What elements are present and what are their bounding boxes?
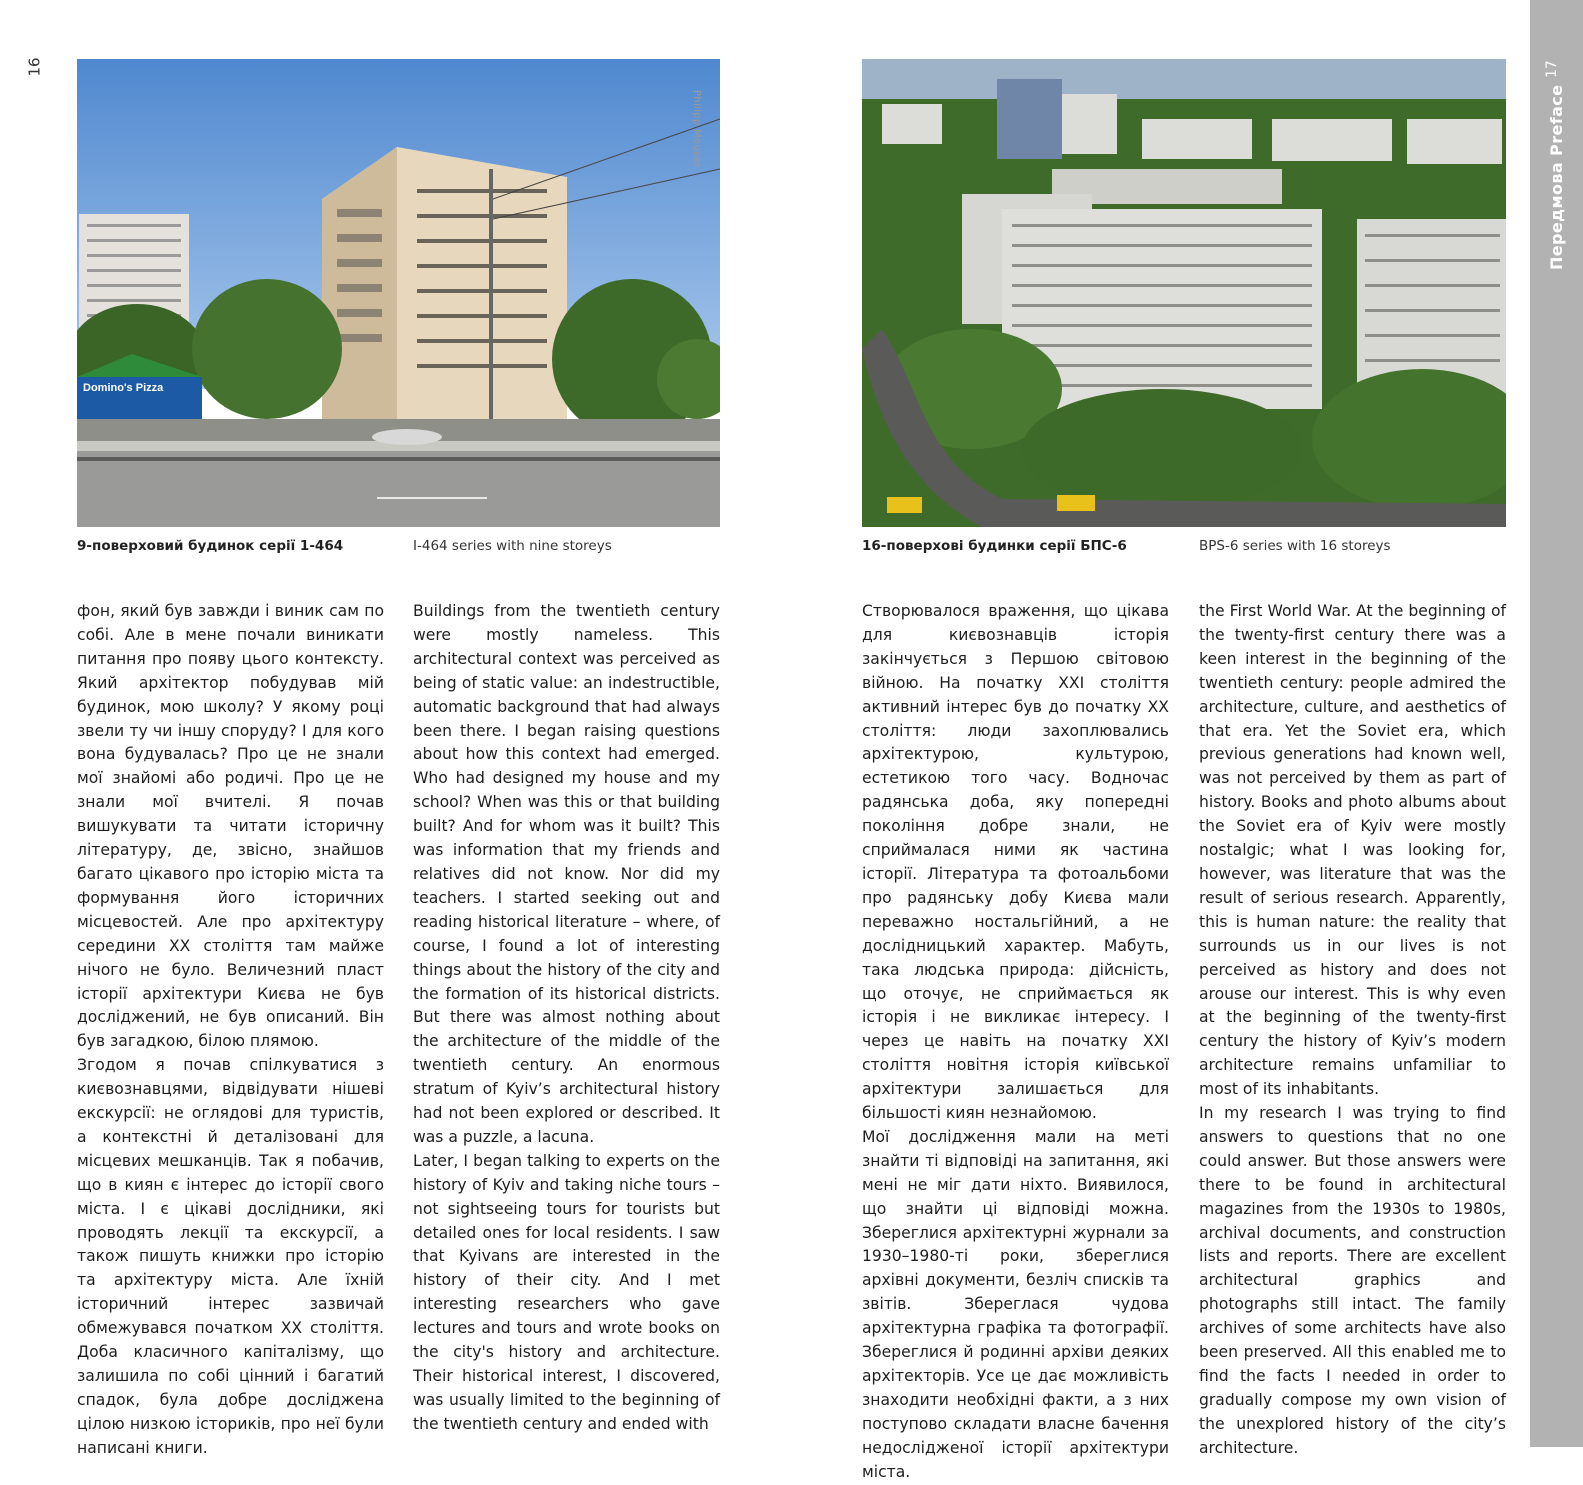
text-column-uk-left (77, 600, 384, 1461)
section-label-uk: Передмова (1547, 161, 1566, 270)
photo-sixteen-storey-blocks (862, 59, 1506, 527)
caption-uk-right: 16-поверхові будинки серії БПС-6 (862, 538, 1127, 554)
paragraph: the First World War. At the beginning of the twenty-first century there was a keen interest in the beginning of the twentieth century: people admired the architecture, culture, and aesthetics of that era. Yet the Soviet era, which previous generations had known well, was not perceived by them as part of history. Books and photo albums about the Soviet era of Kyiv were mostly nostalgic; what I was looking for, however, was literature that was the result of serious research. Apparently, this is human nature: the reality that surrounds us in our lives is not perceived as history and does not arouse our interest. This is why even at the beginning of the twenty-first century the history of Kyiv’s modern architecture remains unfamiliar to most of its inhabitants. (1199, 602, 1506, 1099)
caption-uk-left: 9-поверховий будинок серії 1-464 (77, 538, 344, 554)
photo-credit: Philipp Meuser (691, 90, 702, 168)
paragraph: Створювалося враження, що цікава для києвознавців історія закінчується з Першою світовою війною. На початку XXI століття активний інтерес був до початку XX століття: люди захоплювались архітектурою, культурою, естетикою того часу. Водночас радянська доба, яку попередні покоління добре знали, не сприймалася ними як частина історії. Література та фотоальбоми про радянську добу Києва мали переважно ностальгійний, а не дослідницький характер. Мабуть, така людська природа: дійсність, що оточує, не сприймається як історія і не викликає інтересу. І через це навіть на початку XXI століття новітня історія київської архітектури залишається для більшості киян незнайомою. (862, 602, 1169, 1123)
paragraph: In my research I was trying to find answers to questions that no one could answer. But those answers were there to be found in architectural magazines from the 1930s to 1980s, archival documents, and construction lists and reports. There are excellent architectural graphics and photographs still intact. The family archives of some architects have also been preserved. All this enabled me to find the facts I needed in order to gradually compose my own vision of the unexplored history of the city’s architecture. (1199, 1104, 1506, 1457)
paragraph: Buildings from the twentieth century were mostly nameless. This architectural context was perceived as being of static value: an indestructible, automatic background that had always been there. I began raising questions about how this context had emerged. Who had designed my house and my school? When was this or that building built? And for whom was it built? This was information that my friends and relatives did not know. Nor did my teachers. I started seeking out and reading historical literature – where, of course, I found a lot of interesting things about the history of the city and the formation of its historical districts. But there was almost nothing about the architecture of the middle of the twentieth century. An enormous stratum of Kyiv’s architectural history had not been explored or described. It was a puzzle, a lacuna. (413, 602, 720, 1146)
paragraph: Later, I began talking to experts on the history of Kyiv and taking niche tours – not sightseeing tours for tourists but detailed ones for local residents. I saw that Kyivans are interested in the history of their city. And I met interesting researchers who gave lectures and tours and wrote books on the city's history and architecture. Their historical interest, I discovered, was usually limited to the beginning of the twentieth century and ended with (413, 1151, 720, 1433)
paragraph: Мої дослідження мали на меті знайти ті відповіді на запитання, які мені не міг дати ніхто. Виявилося, що знайти ці відповіді можна. Збереглися архітектурні журнали за 1930–1980-ті роки, збереглися архівні документи, безліч списків та звітів. Збереглася чудова архітектурна графіка та фотографії. Збереглися й родинні архіви деяких архітекторів. Усе це дає можливість знаходити необхідні факти, а з них поступово складати власне бачення недослідженої історії архітектури міста. (862, 1127, 1169, 1481)
page-number-left: 16 (25, 57, 44, 77)
text-column-en-right (1199, 600, 1506, 1461)
section-label-en: Preface (1547, 84, 1566, 156)
paragraph: Згодом я почав спілкуватися з києвознавцями, відвідувати нішеві екскурсії: не оглядові для туристів, а контекстні й деталізовані для місцевих мешканців. Так я побачив, що в киян є інтерес до історії свого міста. І є цікаві дослідники, які проводять лекції та екскурсії, а також пишуть книжки про історію та архітектуру міста. Але їхній історичний інтерес зазвичай обмежувався початком XX століття. Доба класичного капіталізму, що залишила по собі цінний і багатий спадок, була добре досліджена цілою низкою істориків, про неї були написані книги. (77, 1056, 384, 1457)
photo-nine-storey-building (77, 59, 720, 527)
section-label (1547, 79, 1566, 270)
text-column-uk-right (862, 600, 1169, 1485)
paragraph: фон, який був завжди і виник сам по собі. Але в мене почали виникати питання про появу цього контексту. Який архітектор побудував мій будинок, мою школу? У якому році звели ту чи іншу споруду? І для кого вона будувалась? Про це не знали мої знайомі або родичі. Про це не знали мої вчителі. Я почав вишукувати та читати історичну літературу, де, звісно, знайшов багато цікавого про історію міста та формування його історичних місцевостей. Але про архітектуру середини XX століття там майже нічого не було. Величезний пласт історії архітектури Києва не був досліджений, не був описаний. Він був загадкою, білою плямою. (77, 602, 384, 1051)
caption-en-right: BPS-6 series with 16 storeys (1199, 538, 1391, 554)
page-number-right: 17 (1544, 60, 1560, 78)
text-column-en-left (413, 600, 720, 1437)
kiosk-sign: Domino's Pizza (83, 382, 164, 394)
caption-en-left: I-464 series with nine storeys (413, 538, 612, 554)
